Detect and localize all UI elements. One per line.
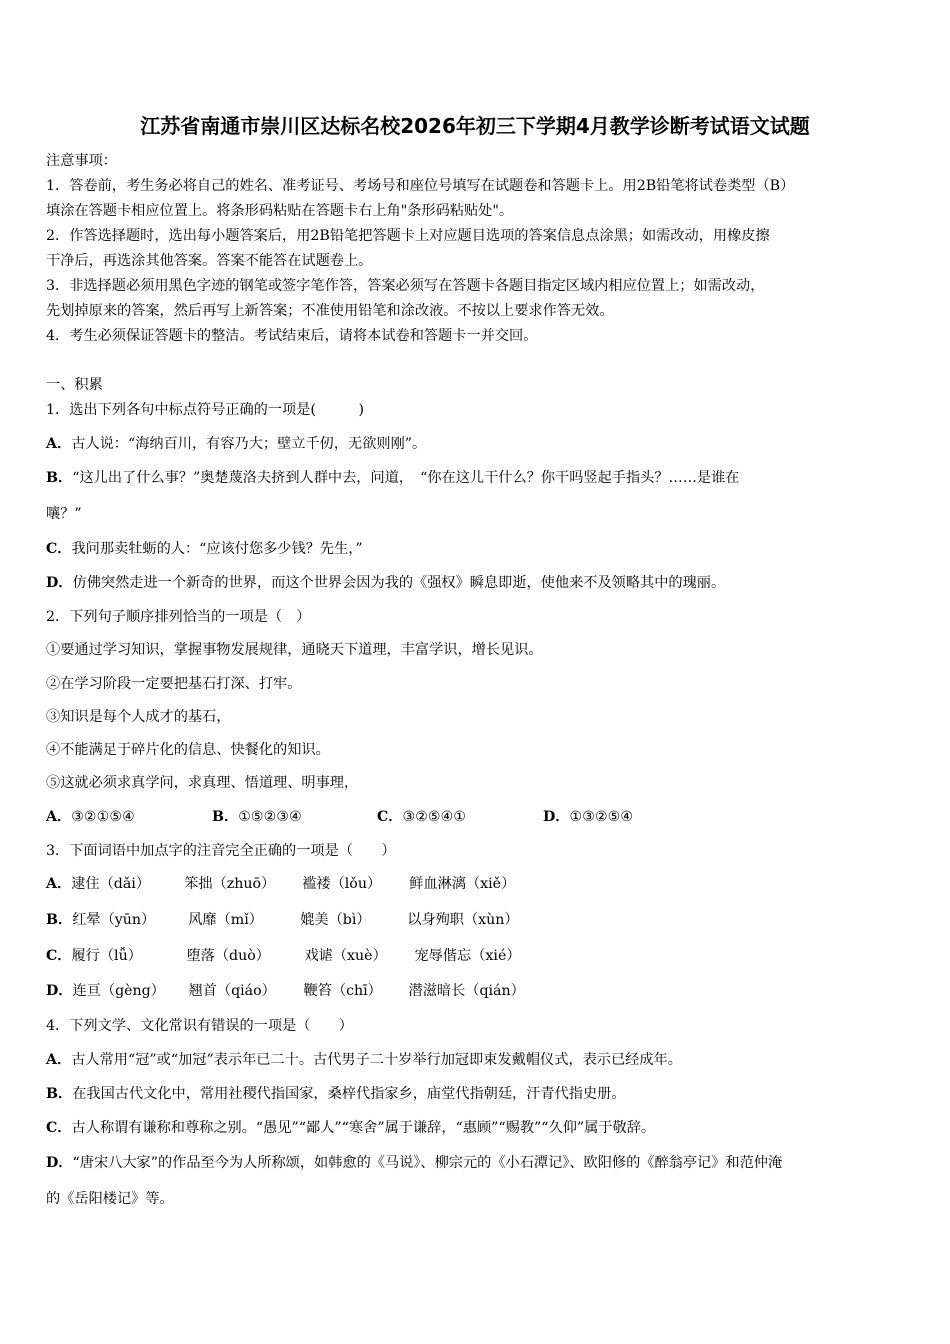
option-label: C． xyxy=(46,541,72,557)
page-title: 江苏省南通市崇川区达标名校2026年初三下学期4月教学诊断考试语文试题 xyxy=(140,114,810,138)
option-label: B． xyxy=(46,1086,73,1102)
word-item: 连亘（gèng） xyxy=(72,983,165,999)
notes-line: 填涂在答题卡相应位置上。将条形码粘贴在答题卡右上角"条形码粘贴处"。 xyxy=(46,203,514,219)
question-3-option-a xyxy=(46,873,916,895)
word-item: 媲美（bì） xyxy=(300,912,371,928)
option-text: ①⑤②③④ xyxy=(238,809,302,825)
notes-line: 干净后，再选涂其他答案。答案不能答在试题卷上。 xyxy=(46,253,373,269)
notes-block xyxy=(46,149,908,349)
option-label: C． xyxy=(377,809,403,825)
question-3-stem: 3．下面词语中加点字的注音完全正确的一项是（ ） xyxy=(46,843,396,859)
word-item: 笨拙（zhuō） xyxy=(184,876,276,892)
question-2-sentence: ①要通过学习知识，掌握事物发展规律，通晓天下道理，丰富学识，增长见识。 xyxy=(46,642,543,658)
notes-line: 2．作答选择题时，选出每小题答案后，用2B铅笔把答题卡上对应题目选项的答案信息点涂黑；如需改动，用橡皮擦 xyxy=(46,228,770,244)
option-label: C． xyxy=(46,948,72,964)
word-item: 宠辱偕忘（xié） xyxy=(414,948,521,964)
section-heading: 一、积累 xyxy=(46,377,103,393)
option-text: 仿佛突然走进一个新奇的世界，而这个世界会因为我的《强权》瞬息即逝，使他来不及领略其中的瑰丽。 xyxy=(72,575,726,591)
word-item: 褴褛（lǒu） xyxy=(302,876,382,892)
question-2-sentence: ⑤这就必须求真学问，求真理、悟道理、明事理， xyxy=(46,775,359,791)
question-4-stem: 4．下列文学、文化常识有错误的一项是（ ） xyxy=(46,1018,353,1034)
option-text: 我问那卖牡蛎的人：“应该付您多少钱？先生，” xyxy=(71,541,363,557)
word-item: 堕落（duò） xyxy=(186,948,270,964)
option-label: D． xyxy=(543,809,570,825)
question-2-option-d xyxy=(543,806,633,828)
question-1-option-b xyxy=(46,467,916,489)
word-item: 风靡（mǐ） xyxy=(188,912,263,928)
question-1-option-c xyxy=(46,538,916,560)
question-3-option-b xyxy=(46,909,916,931)
option-text: “唐宋八大家”的作品至今为人所称颂，如韩愈的《马说》、柳宗元的《小石潭记》、欧阳修的《醉翁亭记》和范仲淹 xyxy=(72,1155,783,1171)
question-1-option-d xyxy=(46,572,916,594)
option-text: 古人常用“冠”或“加冠”表示年已二十。古代男子二十岁举行加冠即束发戴帽仪式，表示已经成年。 xyxy=(71,1052,682,1068)
question-1-stem: 1．选出下列各句中标点符号正确的一项是( ) xyxy=(46,402,365,418)
option-text: ③②①⑤④ xyxy=(71,809,135,825)
word-item: 逮住（dǎi） xyxy=(71,876,151,892)
question-2-sentence: ②在学习阶段一定要把基石打深、打牢。 xyxy=(46,676,302,692)
notes-heading: 注意事项： xyxy=(46,153,117,169)
option-text: ①③②⑤④ xyxy=(569,809,634,825)
option-text: “这儿出了什么事？”奥楚蔑洛夫挤到人群中去，问道， “你在这儿干什么？你干吗竖起手指头？……是谁在 xyxy=(72,470,740,486)
question-4-option-b xyxy=(46,1083,916,1105)
question-2-sentence: ③知识是每个人成才的基石， xyxy=(46,709,231,725)
word-item: 红晕（yūn） xyxy=(72,912,156,928)
option-text: 古人称谓有谦称和尊称之别。“愚见”“鄙人”“寒舍”属于谦辞，“惠顾”“赐教”“久仰”属于敬辞。 xyxy=(71,1120,656,1136)
option-text: 古人说：“海纳百川，有容乃大；壁立千仞，无欲则刚”。 xyxy=(71,436,427,452)
question-4-option-d xyxy=(46,1152,916,1174)
option-label: B． xyxy=(212,809,239,825)
question-2-sentence: ④不能满足于碎片化的信息、快餐化的知识。 xyxy=(46,742,330,758)
question-2-options xyxy=(46,806,916,828)
question-4-option-d-cont: 的《岳阳楼记》等。 xyxy=(46,1191,174,1207)
notes-line: 1．答卷前，考生务必将自己的姓名、准考证号、考场号和座位号填写在试题卷和答题卡上。用2B铅笔将试卷类型（B） xyxy=(46,178,795,194)
option-label: D． xyxy=(46,983,73,999)
word-item: 戏谑（xuè） xyxy=(304,948,387,964)
notes-line: 先划掉原来的答案，然后再写上新答案；不准使用铅笔和涂改液。不按以上要求作答无效。 xyxy=(46,303,614,319)
option-label: B． xyxy=(46,470,73,486)
option-text: 在我国古代文化中，常用社稷代指国家，桑梓代指家乡，庙堂代指朝廷，汗青代指史册。 xyxy=(72,1086,626,1102)
option-label: C． xyxy=(46,1120,72,1136)
option-text: ③②⑤④① xyxy=(402,809,467,825)
question-4-option-c xyxy=(46,1117,916,1139)
question-2-option-b xyxy=(212,806,377,828)
word-item: 履行（lǚ） xyxy=(71,948,142,964)
option-label: A． xyxy=(46,1052,72,1068)
option-label: B． xyxy=(46,912,73,928)
option-label: A． xyxy=(46,436,72,452)
option-label: D． xyxy=(46,1155,73,1171)
option-label: A． xyxy=(46,809,72,825)
question-2-option-a xyxy=(46,806,212,828)
question-1-option-a xyxy=(46,433,916,455)
question-2-option-c xyxy=(377,806,543,828)
question-4-option-a xyxy=(46,1049,916,1071)
notes-line: 3．非选择题必须用黑色字迹的钢笔或签字笔作答，答案必须写在答题卡各题目指定区域内相应位置上；如需改动， xyxy=(46,278,765,294)
notes-line: 4．考生必须保证答题卡的整洁。考试结束后，请将本试卷和答题卡一并交回。 xyxy=(46,328,538,344)
option-label: D． xyxy=(46,575,73,591)
word-item: 鲜血淋漓（xiě） xyxy=(409,876,516,892)
question-2-stem: 2．下列句子顺序排列恰当的一项是（ ） xyxy=(46,609,311,625)
question-1-option-b-cont: 嚷？” xyxy=(46,506,82,522)
word-item: 鞭笞（chī） xyxy=(303,983,382,999)
question-3-option-d xyxy=(46,980,916,1002)
word-item: 潜滋暗长（qián） xyxy=(408,983,525,999)
word-item: 翘首（qiáo） xyxy=(188,983,276,999)
word-item: 以身殉职（xùn） xyxy=(407,912,519,928)
question-3-option-c xyxy=(46,945,916,967)
option-label: A． xyxy=(46,876,72,892)
